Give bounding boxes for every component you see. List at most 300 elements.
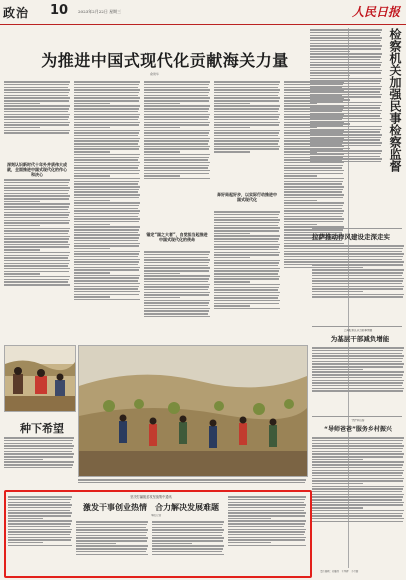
text-line: [228, 499, 305, 500]
text-line: [144, 108, 209, 109]
text-line: [144, 267, 210, 268]
text-line: [228, 529, 306, 530]
page-number: 10: [50, 3, 69, 18]
text-line: [214, 233, 250, 234]
text-line: [214, 119, 278, 120]
text-line: [312, 496, 403, 497]
text-line: [152, 527, 222, 528]
text-line: [214, 108, 279, 109]
text-line: [144, 251, 210, 252]
text-line: [4, 111, 68, 112]
text-line: [74, 272, 110, 273]
text-line: [74, 288, 138, 289]
text-line: [74, 140, 139, 141]
text-line: [8, 507, 71, 508]
text-line: [144, 138, 210, 139]
text-line: [214, 135, 278, 136]
main-byline: 俞建华: [150, 72, 160, 76]
text-line: [74, 146, 140, 147]
text-line: [214, 270, 279, 271]
text-line: [228, 515, 305, 516]
text-line: [74, 267, 140, 268]
text-line: [74, 253, 139, 254]
text-line: [74, 205, 139, 206]
text-line: [310, 48, 381, 49]
text-line: [214, 305, 250, 306]
text-line: [214, 138, 280, 139]
text-line: [4, 244, 70, 245]
text-line: [74, 116, 139, 117]
text-line: [214, 308, 280, 309]
text-line: [214, 265, 278, 266]
boxed-article-col-1: [8, 495, 72, 573]
text-line: [214, 252, 280, 253]
text-line: [74, 97, 140, 98]
text-line: [152, 537, 224, 538]
text-line: [74, 119, 138, 120]
text-line: [312, 486, 404, 487]
text-line: [4, 440, 73, 441]
text-line: [144, 154, 210, 155]
text-line: [74, 189, 139, 190]
text-line: [4, 217, 68, 218]
text-line: [310, 126, 382, 127]
text-line: [312, 350, 403, 351]
main-article-col-4b: [214, 210, 280, 360]
text-line: [4, 451, 72, 452]
text-line: [144, 257, 208, 258]
text-line: [310, 145, 381, 146]
text-line: [74, 275, 140, 276]
main-article-col-1b: [4, 178, 70, 338]
text-line: [144, 273, 180, 274]
text-line: [144, 167, 208, 168]
text-line: [74, 165, 139, 166]
text-line: [4, 124, 69, 125]
text-line: [144, 292, 210, 293]
text-line: [312, 377, 402, 378]
text-line: [74, 124, 139, 125]
text-line: [4, 260, 70, 261]
text-line: [152, 524, 223, 525]
text-line: [312, 374, 403, 375]
text-line: [214, 235, 280, 236]
text-line: [74, 167, 138, 168]
text-line: [228, 520, 306, 521]
text-line: [310, 35, 380, 36]
text-line: [312, 518, 404, 519]
boxed-article-col-2: [76, 520, 148, 572]
subhead-2: 锚定“国之大者”，自觉担当起推进中国式现代化的使命: [146, 232, 208, 242]
text-line: [310, 72, 381, 73]
text-line: [74, 248, 110, 249]
text-line: [74, 114, 140, 115]
text-line: [312, 388, 404, 389]
text-line: [74, 175, 110, 176]
text-line: [144, 316, 210, 317]
text-line: [214, 148, 279, 149]
text-line: [310, 153, 381, 154]
text-line: [144, 97, 210, 98]
text-line: [76, 537, 148, 538]
text-line: [312, 461, 404, 462]
text-line: [312, 464, 403, 465]
text-line: [4, 225, 40, 226]
text-line: [74, 173, 139, 174]
text-line: [152, 532, 223, 533]
text-line: [144, 111, 208, 112]
text-line: [310, 67, 380, 68]
text-line: [74, 213, 139, 214]
main-article-col-3: [144, 80, 210, 230]
text-line: [74, 221, 139, 222]
text-line: [310, 158, 382, 159]
text-line: [8, 512, 72, 513]
text-line: [312, 521, 403, 522]
text-line: [4, 201, 40, 202]
text-line: [4, 206, 69, 207]
text-line: [214, 281, 250, 282]
text-line: [214, 130, 280, 131]
text-line: [74, 251, 140, 252]
text-line: [312, 253, 404, 254]
text-line: [4, 222, 69, 223]
text-line: [144, 265, 208, 266]
text-line: [312, 513, 403, 514]
text-line: [4, 214, 69, 215]
text-line: [312, 443, 402, 444]
text-line: [228, 539, 305, 540]
text-line: [214, 260, 280, 261]
text-line: [312, 269, 404, 270]
text-line: [74, 216, 138, 217]
main-article-col-3b: [144, 250, 210, 350]
text-line: [76, 529, 148, 530]
text-line: [310, 96, 381, 97]
text-line: [4, 281, 68, 282]
text-line: [8, 539, 71, 540]
text-line: [312, 366, 403, 367]
text-line: [74, 286, 139, 287]
text-line: [214, 122, 280, 123]
text-line: [310, 139, 380, 140]
text-line: [144, 127, 180, 128]
text-line: [228, 504, 306, 505]
right-article-3: [312, 346, 404, 414]
text-line: [4, 236, 70, 237]
text-line: [312, 472, 403, 473]
text-line: [74, 197, 139, 198]
text-line: [74, 154, 140, 155]
text-line: [144, 270, 209, 271]
text-line: [312, 251, 402, 252]
text-line: [76, 532, 147, 533]
text-line: [144, 310, 209, 311]
text-line: [214, 238, 279, 239]
text-line: [214, 105, 280, 106]
text-line: [214, 284, 280, 285]
text-line: [310, 51, 350, 52]
text-line: [312, 267, 363, 268]
text-line: [76, 521, 148, 522]
right-article-1: [310, 28, 382, 228]
text-line: [4, 228, 70, 229]
text-line: [312, 499, 402, 500]
text-line: [76, 540, 147, 541]
text-line: [312, 470, 404, 471]
text-line: [214, 295, 279, 296]
text-line: [214, 214, 279, 215]
text-line: [144, 300, 210, 301]
text-line: [310, 32, 381, 33]
text-line: [74, 202, 140, 203]
text-line: [74, 127, 110, 128]
text-line: [152, 548, 223, 549]
text-line: [4, 122, 70, 123]
text-line: [312, 259, 402, 260]
text-line: [310, 150, 382, 151]
text-line: [144, 130, 210, 131]
text-line: [4, 263, 69, 264]
text-line: [310, 83, 380, 84]
text-line: [214, 211, 280, 212]
text-line: [214, 116, 279, 117]
text-line: [4, 453, 74, 454]
text-line: [74, 143, 138, 144]
text-line: [228, 545, 306, 546]
text-line: [74, 138, 140, 139]
text-line: [310, 29, 382, 30]
text-line: [214, 249, 278, 250]
text-line: [74, 108, 139, 109]
text-line: [312, 504, 403, 505]
text-line: [312, 445, 404, 446]
text-line: [144, 159, 208, 160]
text-line: [228, 537, 306, 538]
text-line: [310, 121, 381, 122]
text-line: [310, 86, 382, 87]
text-line: [144, 151, 180, 152]
text-line: [310, 105, 381, 106]
text-line: [152, 551, 222, 552]
text-line: [4, 95, 68, 96]
text-line: [312, 261, 404, 262]
text-line: [74, 135, 138, 136]
text-line: [76, 524, 147, 525]
text-line: [74, 105, 140, 106]
text-line: [144, 254, 209, 255]
text-line: [74, 237, 139, 238]
text-line: [4, 265, 68, 266]
text-line: [310, 91, 380, 92]
text-line: [4, 271, 69, 272]
text-line: [214, 103, 250, 104]
text-line: [214, 297, 278, 298]
text-line: [312, 507, 363, 508]
text-line: [152, 521, 224, 522]
text-line: [310, 78, 382, 79]
text-line: [74, 159, 138, 160]
text-line: [4, 108, 69, 109]
text-line: [228, 518, 271, 519]
text-line: [4, 233, 68, 234]
text-line: [144, 286, 209, 287]
text-line: [310, 37, 382, 38]
right-vertical-title: 检察机关加强民事检察监督: [388, 28, 402, 172]
text-line: [214, 127, 250, 128]
text-line: [76, 545, 148, 546]
text-line: [144, 302, 209, 303]
text-line: [310, 40, 381, 41]
text-line: [214, 151, 250, 152]
text-line: [152, 545, 224, 546]
text-line: [228, 534, 304, 535]
text-line: [144, 148, 209, 149]
text-line: [214, 132, 279, 133]
text-line: [4, 467, 72, 468]
text-line: [74, 170, 140, 171]
text-line: [4, 230, 69, 231]
text-line: [74, 191, 138, 192]
text-line: [214, 97, 280, 98]
text-line: [312, 264, 403, 265]
text-line: [4, 273, 40, 274]
text-line: [4, 241, 68, 242]
text-line: [4, 97, 70, 98]
text-line: [144, 173, 209, 174]
text-line: [214, 246, 279, 247]
text-line: [4, 116, 69, 117]
text-line: [74, 103, 110, 104]
text-line: [74, 183, 138, 184]
text-line: [144, 92, 209, 93]
text-line: [312, 448, 403, 449]
text-line: [312, 272, 403, 273]
text-line: [4, 249, 40, 250]
text-line: [312, 488, 403, 489]
text-line: [8, 520, 72, 521]
text-line: [310, 99, 350, 100]
text-line: [312, 390, 403, 391]
text-line: [144, 259, 210, 260]
text-line: [144, 81, 210, 82]
main-headline: 为推进中国式现代化贡献海关力量: [41, 51, 289, 70]
text-line: [74, 181, 139, 182]
text-line: [214, 219, 280, 220]
text-line: [284, 229, 343, 230]
page-header: [0, 0, 406, 25]
text-line: [144, 313, 208, 314]
text-line: [144, 284, 210, 285]
text-line: [310, 142, 382, 143]
boxed-article-col-4: [228, 495, 306, 573]
text-line: [312, 515, 402, 516]
text-line: [312, 280, 403, 281]
right-article-2: [312, 244, 404, 324]
text-line: [310, 137, 381, 138]
text-line: [76, 554, 148, 555]
text-line: [312, 286, 404, 287]
text-line: [74, 259, 140, 260]
text-line: [74, 84, 139, 85]
text-line: [4, 448, 73, 449]
text-line: [74, 299, 140, 300]
text-line: [74, 269, 139, 270]
text-line: [310, 94, 382, 95]
text-line: [4, 220, 70, 221]
text-line: [8, 537, 72, 538]
text-line: [310, 102, 382, 103]
text-line: [144, 170, 210, 171]
text-line: [312, 467, 402, 468]
text-line: [74, 234, 140, 235]
text-line: [310, 110, 382, 111]
section-name: 政治: [3, 6, 30, 20]
text-line: [74, 224, 110, 225]
text-line: [4, 127, 40, 128]
text-line: [4, 87, 68, 88]
text-line: [214, 278, 279, 279]
main-article-col-1: [4, 80, 70, 160]
boxed-article: [4, 490, 312, 578]
text-line: [76, 551, 146, 552]
text-line: [214, 222, 279, 223]
text-line: [8, 499, 71, 500]
text-line: [312, 275, 402, 276]
text-line: [76, 527, 146, 528]
text-line: [144, 135, 208, 136]
text-line: [310, 56, 381, 57]
text-line: [8, 542, 43, 543]
right-title-2-kicker: 上海虹桥区从当前事情做: [343, 329, 373, 332]
text-line: [4, 198, 69, 199]
text-line: [4, 255, 69, 256]
boxed-article-headline: 激发干事创业热情 合力解决发展难题: [83, 503, 219, 512]
text-line: [74, 294, 139, 295]
text-line: [8, 496, 72, 497]
text-line: [74, 130, 140, 131]
subhead-3: 奔好局起好步，以实际行动推进中国式现代化: [217, 192, 277, 202]
text-line: [8, 510, 70, 511]
text-line: [4, 257, 68, 258]
text-line: [4, 182, 69, 183]
text-line: [214, 84, 279, 85]
text-line: [74, 178, 140, 179]
text-line: [144, 124, 209, 125]
right-title-2: 为基层干部减负增能: [330, 335, 390, 343]
text-line: [312, 294, 404, 295]
text-line: [4, 456, 73, 457]
text-line: [144, 132, 209, 133]
text-line: [310, 148, 350, 149]
text-line: [74, 296, 110, 297]
text-line: [74, 89, 140, 90]
photo-section-title: 种下希望: [20, 422, 64, 435]
text-line: [4, 130, 70, 131]
text-line: [228, 496, 306, 497]
text-line: [4, 464, 73, 465]
text-line: [4, 190, 69, 191]
text-line: [74, 157, 139, 158]
text-line: [228, 507, 305, 508]
text-line: [8, 526, 70, 527]
text-line: [228, 523, 305, 524]
text-line: [228, 510, 304, 511]
text-line: [214, 92, 279, 93]
text-line: [310, 129, 381, 130]
text-line: [312, 363, 404, 364]
text-line: [312, 437, 404, 438]
